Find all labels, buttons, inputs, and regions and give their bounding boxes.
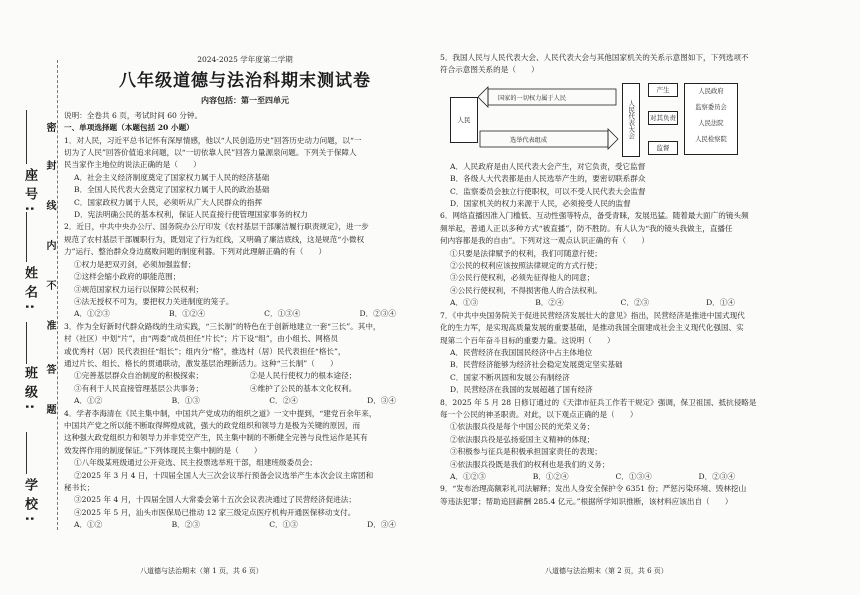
question-stem: 规范了农村基层干部履职行为，既划定了行为红线，又明确了廉洁底线，这是规范“小微权 (64, 234, 365, 244)
question-9 (440, 483, 765, 508)
seal-char: 密 (44, 122, 55, 132)
option: C．监察委员会独立行使职权，可以不受人民代表大会监督 (450, 186, 646, 196)
choice: C．①③④ (615, 471, 652, 481)
question-stem: 6．网络直播因准入门槛低、互动性强等特点，备受青睐，发展迅猛。随着最大面广的镜头频 (440, 211, 749, 221)
question-stem: 等违法犯罪；帮助追回薪酬 285.4 亿元。”根据所学知识推断，该材料应该出自（ ） (440, 496, 733, 506)
choice: B．①③ (171, 396, 200, 406)
question-stem: 效发挥作用的制度保证。”下列体现民主集中制的是（ ） (64, 445, 262, 455)
question-7 (440, 310, 765, 397)
seat-blank-line (26, 110, 27, 164)
question-stem: 3．作为全好新时代群众路线的生动实践，“三长制”的特色在于创新地建立一套“三长”。其中， (64, 321, 381, 331)
question-stem: 1．对人民，习近平总书记怀有深厚情感，他以“人民创造历史”回答历史动力问题，以“一 (64, 135, 362, 145)
question-3 (64, 321, 426, 408)
question-stem: 9．“发布治理高额彩礼司法解释；发出人身安全保护令 6351 份；严惩污染环境、毁林挖山 (440, 484, 747, 494)
choice: A．①② (74, 520, 103, 530)
statement-item: ①只要是法律赋予的权利，我们可随意行使； (450, 248, 602, 258)
choice: B．①②④ (169, 309, 205, 319)
question-stem: 何内容都是我的自由”。下列对这一观点认识正确的有（ ） (440, 236, 649, 246)
statement-item: ②是人民行使权力的根本途径； (250, 371, 357, 381)
statement-item: ④依法服兵役既是我们的权利也是我们的义务； (450, 459, 610, 469)
choice-row (64, 308, 426, 320)
question-4 (64, 408, 426, 532)
choice: C．②③ (620, 298, 650, 308)
seal-char: 线 (44, 200, 55, 210)
seal-char: 内 (44, 240, 55, 250)
diagram-arrow-label: 选举代表组成 (510, 136, 548, 144)
exam-title: 八年级道德与法治科期末测试卷 (119, 71, 371, 92)
question-stem: 切为了人民”回答价值追求问题，以“一切依靠人民”回答力量源泉问题。下列关于保障人 (64, 148, 357, 158)
option: D．国家机关的权力来源于人民，必须接受人民的监督 (450, 199, 631, 209)
statement-item: ③积极参与征兵是积极承担国家责任的表现； (450, 447, 602, 457)
statement-item: ③2025 年 4 月，十四届全国人大常委会第十五次会议表决通过了民营经济促进法； (74, 495, 356, 505)
seat-label: 座号: (22, 168, 37, 218)
choice: B．②③ (171, 520, 200, 530)
question-stem: 或优秀村（居）民代表担任“组长”；组内分“格”，推选村（居）民代表担任“格长”， (64, 346, 346, 356)
diagram-organ: 人民法院 (698, 119, 724, 127)
statement-item: ④公民行使权利，不得损害他人的合法权利。 (450, 285, 602, 295)
choice: D．②③④ (359, 309, 396, 319)
question-stem: 力”运行、整治群众身边腐败问题的制度利器。下列对此理解正确的有（ ） (64, 247, 327, 257)
right-column (440, 52, 765, 508)
statement-item: ③公民行使权利，必须先征得他人的同意； (450, 273, 595, 283)
school-year: 2024-2025 学年度第二学期 (197, 55, 293, 64)
statement-pair (64, 370, 426, 382)
choice-row (64, 519, 426, 531)
seal-char: 题 (44, 404, 55, 414)
name-blank-line (26, 212, 27, 262)
question-5 (440, 52, 765, 210)
statement-item: ④维护了公民的基本文化权利。 (250, 383, 357, 393)
choice: D．①④ (706, 298, 735, 308)
question-stem: 村（社区）中划“片”，由“两委”成员担任“片长”；片下设“组”，由小组长、网格员 (64, 334, 339, 344)
option: A．民营经济在我国国民经济中占主体地位 (450, 347, 593, 357)
choice-row (440, 471, 765, 483)
option: A．人民政府是由人民代表大会产生，对它负责，受它监督 (450, 161, 646, 171)
seal-dashed-line (57, 60, 58, 530)
exam-note: 说明：全卷共 6 页，考试时间 60 分钟。 (64, 110, 203, 120)
seal-char: 不 (44, 280, 55, 290)
section-heading: 一、单项选择题（本题包括 20 小题） (64, 123, 194, 133)
statement-item: ①八年级某班级通过公开竞选、民主投票选举班干部，组建班级委员会； (74, 458, 317, 468)
seal-char: 封 (44, 160, 55, 170)
choice: B．②④ (535, 298, 564, 308)
statement-item: ②公民的权利应该按照法律规定的方式行使； (450, 261, 602, 271)
question-stem: 5．我国人民与人民代表大会、人民代表大会与其他国家机关的关系示意图如下，下列选项不 (440, 53, 749, 62)
class-blank-line (26, 322, 27, 364)
option: B．各级人大代表都是由人民选举产生的，要密切联系群众 (450, 174, 646, 184)
diagram-mid-label: 对其负责 (648, 111, 678, 125)
statement-item: ①依法服兵役是每个中国公民的光荣义务； (450, 422, 595, 432)
option: D．宪法明确公民的基本权利，保证人民直接行使管理国家事务的权力 (74, 210, 308, 220)
choice: A．①② (74, 396, 103, 406)
question-8 (440, 397, 765, 484)
question-2 (64, 221, 426, 320)
diagram-mid-label: 监督 (648, 141, 678, 155)
question-stem: 化的生力军，是实现高质量发展的重要基础，是推动我国全面建成社会主义现代化强国、实 (440, 323, 744, 333)
statement-item: ②2025 年 3 月 4 日，十四届全国人大三次会议举行预备会议选举产生本次会议主席团和 (74, 470, 374, 480)
question-6 (440, 210, 765, 309)
question-stem: 频举起，普通人正以多种方式“被直播”，防不胜防。有人认为“我的镜头我做主，直播任 (440, 223, 733, 233)
option: C．国家不断巩固和发展公有制经济 (450, 372, 570, 382)
option: C．国家政权力属于人民，必须听从广大人民群众的指挥 (74, 197, 263, 207)
diagram-people-box: 人民 (450, 97, 478, 143)
relationship-diagram (450, 81, 750, 157)
choice: B．①②④ (532, 471, 569, 481)
choice: C．①③④ (264, 309, 301, 319)
statement-item: ②依法服兵役是弘扬爱国主义精神的体现； (450, 434, 595, 444)
option: B．全国人民代表大会奠定了国家权力属于人民的政治基础 (74, 185, 270, 195)
question-1 (64, 135, 426, 222)
class-label: 班级: (22, 366, 37, 416)
question-stem: 8．2025 年 5 月 28 日修订通过的《天津市征兵工作若干规定》强调，保卫祖国、抵抗侵略是 (440, 397, 757, 407)
question-stem: 每一个公民的神圣职责。对此，以下观点正确的是（ ） (440, 409, 638, 419)
diagram-arrows (478, 81, 628, 157)
diagram-mid-label: 产生 (648, 83, 678, 97)
question-stem: 中国共产党之所以能不断取得辉煌成就，强大的政党组织和领导力是极为关键的原因，而 (64, 420, 361, 430)
diagram-organs-box (684, 83, 738, 155)
diagram-organ: 人民政府 (698, 87, 724, 95)
question-stem: 4．学者李海清在《民主集中制，中国共产党成功的组织之道》一文中提到，“建党百余年来， (64, 408, 377, 418)
statement-pair (64, 383, 426, 395)
option: B．民营经济能够为经济社会稳定发展奠定坚实基础 (450, 360, 623, 370)
seal-char: 答 (44, 364, 55, 374)
choice: A．①②③ (74, 309, 110, 319)
question-stem: 通过片长、组长、格长的贯通联动，激发基层治理新活力。这种“三长制”（ ） (64, 358, 338, 368)
question-stem: 民当家作主地位的说法正确的是（ ） (64, 160, 201, 170)
diagram-npc-box: 人民代表大会 (622, 83, 640, 157)
question-stem: 符合示意图关系的是（ ） (440, 65, 539, 75)
diagram-arrow-label: 国家的一切权力属于人民 (498, 94, 567, 102)
choice: C．②④ (269, 396, 298, 406)
diagram-organ: 人民检察院 (695, 135, 727, 143)
question-stem: 2．近日，中共中央办公厅、国务院办公厅印发《农村基层干部廉洁履行职责规定》，进一步 (64, 222, 369, 232)
seal-char: 准 (44, 320, 55, 330)
choice: A．①②③ (450, 471, 486, 481)
choice: D．③④ (367, 396, 396, 406)
choice: D．③④ (367, 520, 396, 530)
statement-item: ③规范国家权力运行以保障公民权利； (74, 284, 204, 294)
choice-row (440, 297, 765, 309)
statement-item: ④法无授权不可为，要把权力关进制度的笼子。 (74, 296, 234, 306)
left-column (64, 0, 426, 532)
school-blank-line (26, 432, 27, 474)
option: A．社会主义经济制度奠定了国家权力属于人民的经济基础 (74, 172, 270, 182)
exam-scope: 内容包括：第一至四单元 (201, 95, 289, 106)
choice-row (64, 395, 426, 407)
question-stem: 现第二个百年奋斗目标的重要力量。这说明（ ） (440, 335, 615, 345)
question-stem: 7．《中共中央国务院关于促进民营经济发展壮大的意见》指出，民营经济是推进中国式现代 (440, 310, 745, 320)
statement-item: 秘书长； (64, 483, 95, 492)
diagram-organ: 监察委员会 (695, 103, 727, 111)
page-footer-right: 八道德与法治期末（第 2 页，共 6 页） (545, 567, 668, 575)
option: D．民营经济在我国的发展超越了国有经济 (450, 385, 593, 395)
choice: D．②③④ (698, 471, 735, 481)
statement-item: ③有利于人民直接管理基层公共事务； (74, 383, 204, 393)
question-stem: 这种强大政党组织力和领导力并非凭空产生，民主集中制的不断健全完善与良性运作是其有 (64, 433, 368, 443)
choice: A．①③ (450, 298, 479, 308)
statement-item: ④2025 年 5 月，汕头市医保局已推动 12 家三级定点医疗机构开通医保移动支付。 (74, 507, 356, 517)
statement-item: ①完善基层群众自治制度的积极探索； (74, 371, 204, 381)
statement-item: ②这样会缩小政府的职能范围； (74, 272, 181, 282)
name-label: 姓名: (22, 266, 37, 316)
school-label: 学校: (22, 478, 37, 528)
statement-item: ①权力是把双刃剑，必须加强监督； (74, 259, 196, 269)
page-footer-left: 八道德与法治期末（第 1 页，共 6 页） (140, 567, 263, 575)
choice: C．①③ (269, 520, 298, 530)
